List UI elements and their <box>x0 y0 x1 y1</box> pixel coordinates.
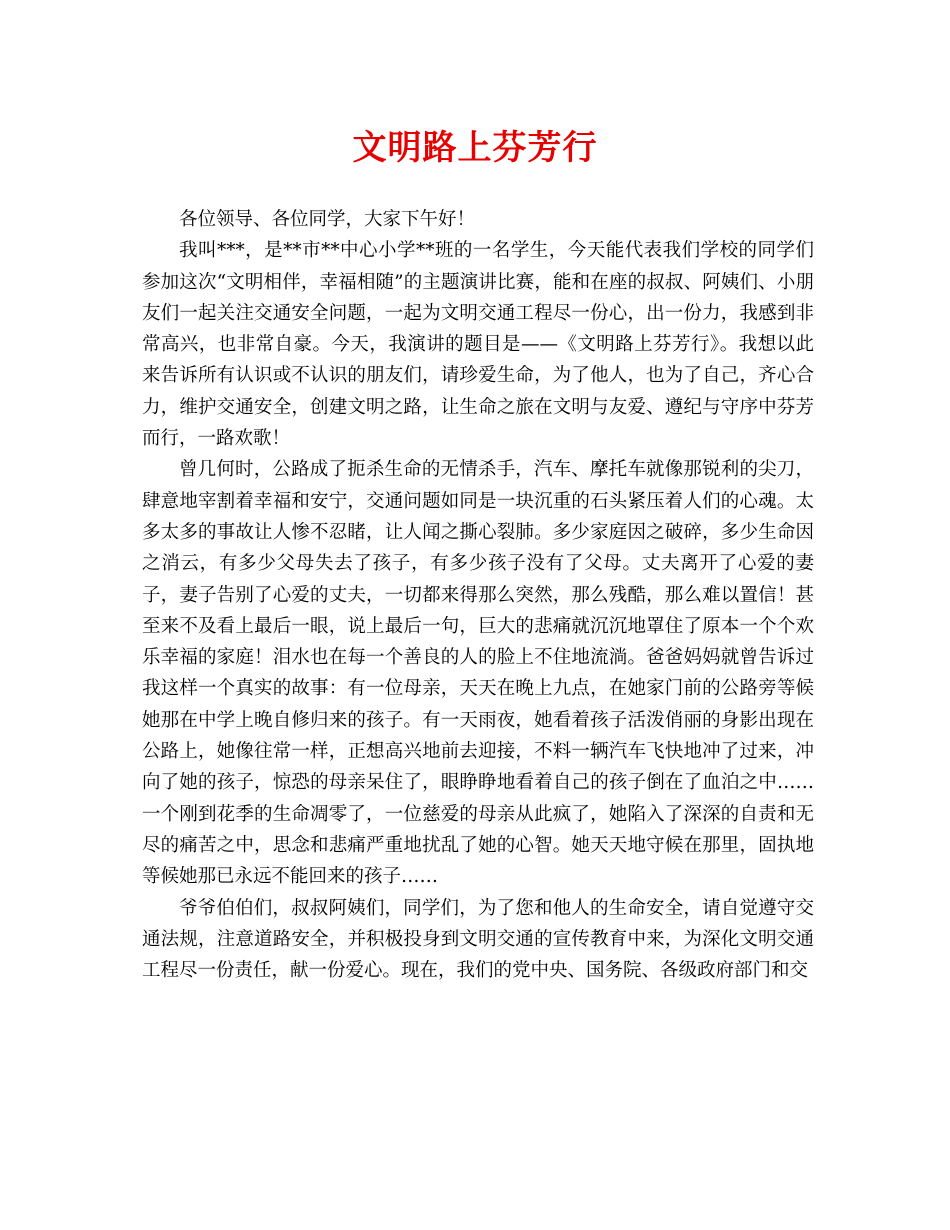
paragraph-story: 曾几何时，公路成了扼杀生命的无情杀手，汽车、摩托车就像那锐利的尖刀，肆意地宰割着幸福和安宁，交通问题如同是一块沉重的石头紧压着人们的心魂。太多太多的事故让人惨不忍睹，让人闻之撕心裂肺。多少家庭因之破碎，多少生命因之消云，有多少父母失去了孩子，有多少孩子没有了父母。丈夫离开了心爱的妻子，妻子告别了心爱的丈夫，一切都来得那么突然，那么残酷，那么难以置信！甚至来不及看上最后一眼，说上最后一句，巨大的悲痛就沉沉地罩住了原本一个个欢乐幸福的家庭！泪水也在每一个善良的人的脸上不住地流淌。爸爸妈妈就曾告诉过我这样一个真实的故事：有一位母亲，天天在晚上九点，在她家门前的公路旁等候她那在中学上晚自修归来的孩子。有一天雨夜，她看着孩子活泼俏丽的身影出现在公路上，她像往常一样，正想高兴地前去迎接，不料一辆汽车飞快地冲了过来，冲向了她的孩子，惊恐的母亲呆住了，眼睁睁地看着自己的孩子倒在了血泊之中……一个刚到花季的生命凋零了，一位慈爱的母亲从此疯了，她陷入了深深的自责和无尽的痛苦之中，思念和悲痛严重地扰乱了她的心智。她天天地守候在那里，固执地等候她那已永远不能回来的孩子…… <box>142 459 814 888</box>
paragraph-introduction: 我叫***，是**市**中心小学**班的一名学生，今天能代表我们学校的同学们参加这次“文明相伴，幸福相随”的主题演讲比赛，能和在座的叔叔、阿姨们、小朋友们一起关注交通安全问题，一起为文明交通工程尽一份心，出一份力，我感到非常高兴，也非常自豪。今天，我演讲的题目是——《文明路上芬芳行》。我想以此来告诉所有认识或不认识的朋友们，请珍爱生命，为了他人，也为了自己，齐心合力，维护交通安全，创建文明之路，让生命之旅在文明与友爱、遵纪与守序中芬芳而行，一路欢歌！ <box>142 240 814 450</box>
paragraph-appeal: 爷爷伯伯们，叔叔阿姨们，同学们，为了您和他人的生命安全，请自觉遵守交通法规，注意道路安全，并积极投身到文明交通的宣传教育中来，为深化文明交通工程尽一份责任，献一份爱心。现在，我们的党中央、国务院、各级政府部门和交 <box>142 897 814 982</box>
document-body <box>142 204 814 986</box>
document-title: 文明路上芬芳行 <box>352 128 598 168</box>
paragraph-greeting: 各位领导、各位同学，大家下午好！ <box>179 209 476 230</box>
